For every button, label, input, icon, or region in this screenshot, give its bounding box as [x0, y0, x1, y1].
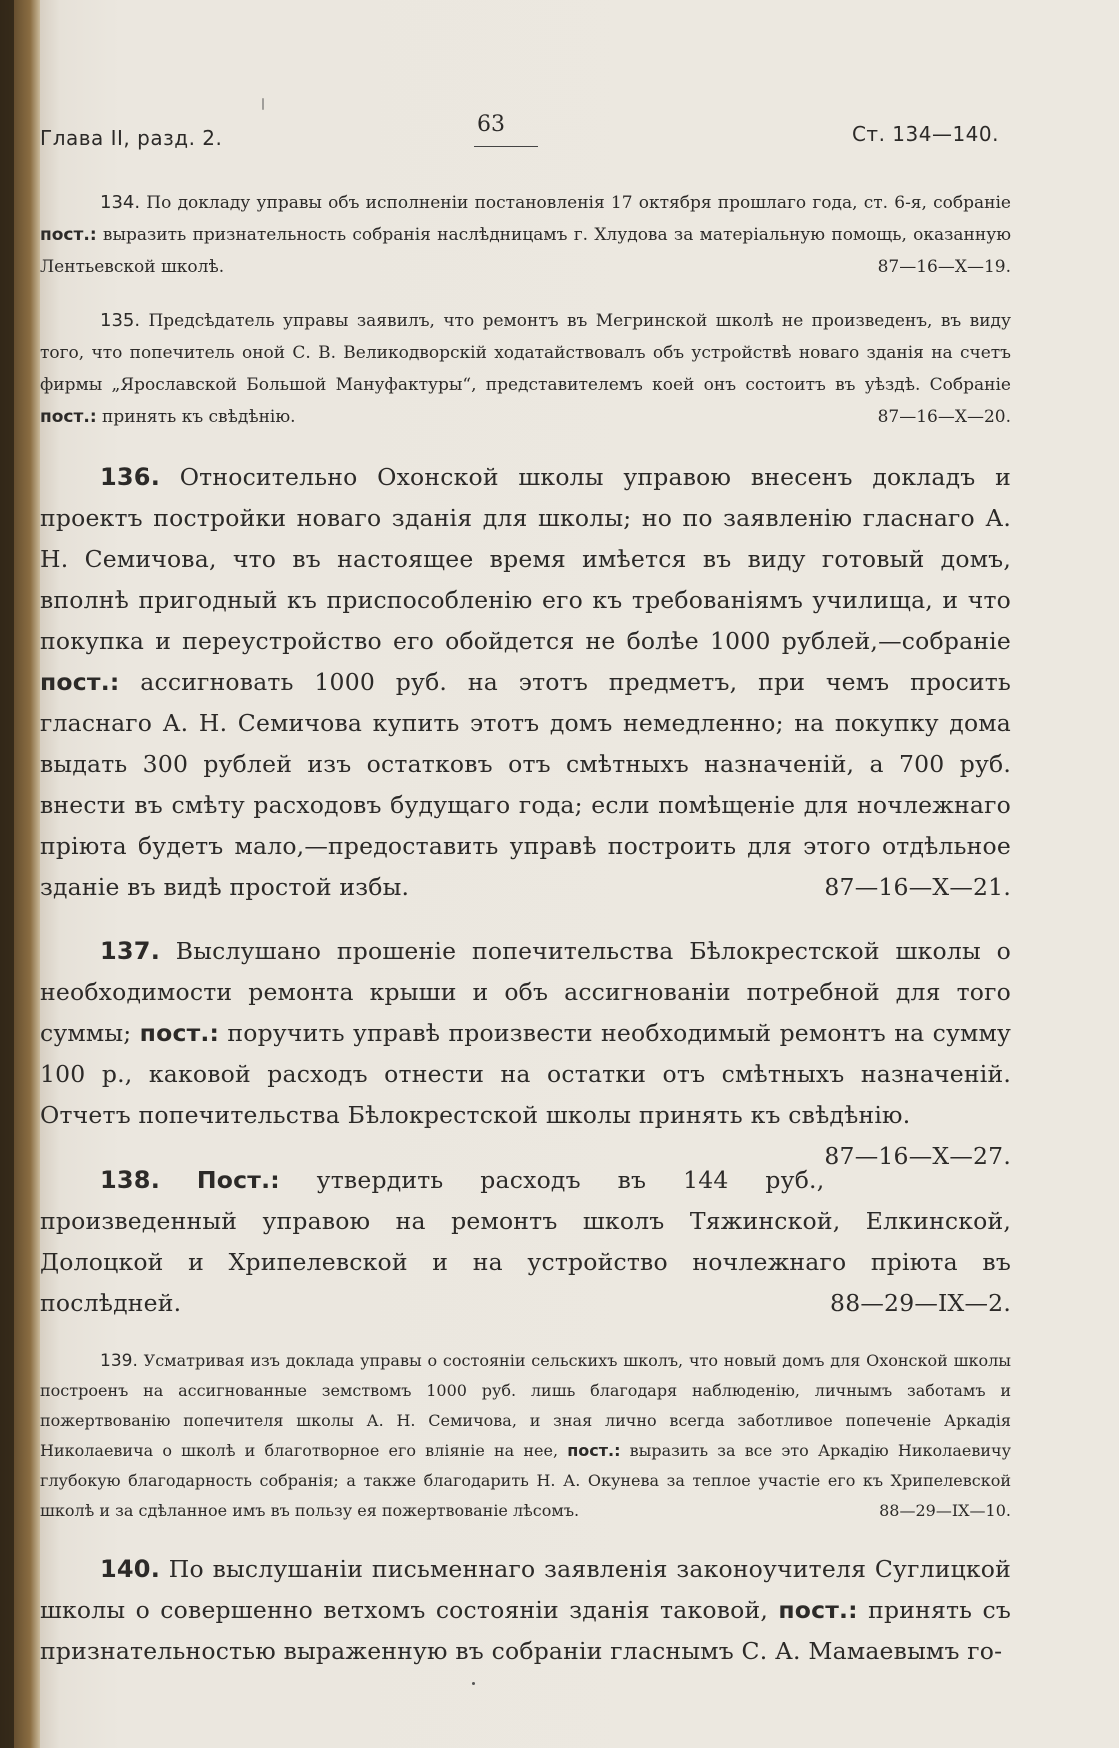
paragraph-number: 140. [100, 1555, 161, 1583]
paragraph-136 [40, 457, 1011, 908]
paragraph-text: Предсѣдатель управы заявилъ, что ремонтъ въ Мегринской школѣ не произведенъ, въ виду того, что попечитель оной С. В. Великодворскій ходатайствовалъ объ устройствѣ новаго зданія на счетъ фирмы „Ярославской Большой Мануфактуры“, представителемъ коей онъ состоитъ въ уѣздѣ. Собраніе [40, 311, 1011, 395]
book-spine-edge [0, 0, 14, 1748]
paragraph-number: 134. [100, 192, 141, 213]
paragraph-137 [40, 931, 1011, 1170]
session-reference: 87—16—X—19. [877, 257, 1011, 277]
paragraph-text: По докладу управы объ исполненіи постановленія 17 октября прошлаго года, ст. 6-я, собраніе [140, 193, 1011, 213]
resolution-keyword: пост.: [139, 1019, 220, 1047]
paragraph-number: 139. [100, 1350, 138, 1371]
page-header [40, 112, 999, 152]
paragraph-text: Относительно Охонской школы управою внесенъ докладъ и проектъ постройки новаго зданія для школы; но по заявленію гласнаго А. Н. Семичова, что въ настоящее время имѣется въ виду готовый домъ, вполнѣ пригодный къ приспособленію его къ требованіямъ училища, и что покупка и переустройство его обойдется не болѣе 1000 рублей,—собраніе [40, 462, 1011, 655]
paragraph-text: Выслушано прошеніе попечительства Бѣлокрестской школы о необходимости ремонта крыши и объ ассигнованіи потребной для того суммы; [40, 937, 1011, 1047]
paragraph-number: 138. [100, 1165, 161, 1194]
paragraph-number: 135. [100, 310, 141, 331]
resolution-keyword: пост.: [40, 407, 97, 427]
paragraph-text: принять съ признательностью выраженную въ собраніи гласнымъ С. А. Мамаевымъ го- [40, 1596, 1011, 1665]
paragraph-number: 137. [100, 937, 161, 965]
session-reference: 87—16—X—27. [824, 1142, 1011, 1170]
paragraph-text: По выслушаніи письменнаго заявленія законоучителя Суглицкой школы о совершенно ветхомъ состояніи зданія таковой, [40, 1555, 1011, 1624]
resolution-keyword: пост.: [40, 667, 120, 696]
paragraph-135 [40, 305, 1011, 433]
page-body [40, 170, 1011, 1694]
paragraph-138 [40, 1160, 1011, 1324]
paper-speck [472, 1682, 475, 1685]
paragraph-text: выразить признательность собранія наслѣдницамъ г. Хлудова за матеріальную помощь, оказанную Лентьевской школѣ. [40, 225, 1011, 277]
paragraph-text: Усматривая изъ доклада управы о состояніи сельскихъ школъ, что новый домъ для Охонской школы построенъ на ассигнованные земствомъ 1000 руб. лишь благодаря наблюденію, личнымъ заботамъ и пожертвованію попечителя школы А. Н. Семичова, и зная лично всегда заботливое попеченіе Аркадія Николаевича о школѣ и благотворное его вліяніе на нее, [40, 1350, 1011, 1460]
session-reference: 88—29—IX—10. [879, 1500, 1011, 1520]
paragraph-text: ассигновать 1000 руб. на этотъ предметъ, при чемъ просить гласнаго А. Н. Семичова купить этотъ домъ немедленно; на покупку дома выдать 300 рублей изъ остатковъ отъ смѣтныхъ назначеній, а 700 руб. внести въ смѣту расходовъ будущаго года; если помѣщеніе для ночлежнаго пріюта будетъ мало,—предоставить управѣ построить для этого отдѣльное зданіе въ видѣ простой избы. [40, 667, 1011, 901]
page-number-rule [474, 146, 538, 147]
session-reference: 88—29—IX—2. [830, 1288, 1011, 1317]
resolution-keyword: Пост.: [196, 1165, 280, 1194]
paragraph-text: принять къ свѣдѣнію. [96, 407, 296, 427]
paragraph-139 [40, 1346, 1011, 1526]
paragraph-140 [40, 1549, 1011, 1672]
paragraph-text [160, 1166, 197, 1194]
paragraph-number: 136. [100, 462, 161, 491]
resolution-keyword: пост.: [40, 225, 97, 245]
paragraph-text: поручить управѣ произвести необходимый ремонтъ на сумму 100 р., каковой расходъ отнести на остатки отъ смѣтныхъ назначеній. Отчетъ попечительства Бѣлокрестской школы принять къ свѣдѣнію. [40, 1019, 1011, 1129]
paragraph-134 [40, 187, 1011, 283]
page-number: 63 [477, 112, 505, 137]
paragraph-text: выразить за все это Аркадію Николаевичу глубокую благодарность собранія; а также благодарить Н. А. Окунева за теплое участіе его къ Хрипелевской школѣ и за сдѣланное имъ въ пользу ея пожертвованіе лѣсомъ. [40, 1440, 1011, 1520]
paper-speck [262, 98, 264, 110]
chapter-label: Глава II, разд. 2. [40, 126, 223, 150]
session-reference: 87—16—X—20. [877, 407, 1011, 427]
paragraph-text: утвердить расходъ въ 144 руб., произведенный управою на ремонтъ школъ Тяжинской, Елкинской, Долоцкой и Хрипелевской и на устройство ночлежнаго пріюта въ послѣдней. [40, 1165, 1011, 1317]
resolution-keyword: пост.: [567, 1440, 621, 1460]
articles-range: Ст. 134—140. [851, 122, 999, 146]
resolution-keyword: пост.: [778, 1596, 858, 1624]
session-reference: 87—16—X—21. [824, 872, 1011, 901]
